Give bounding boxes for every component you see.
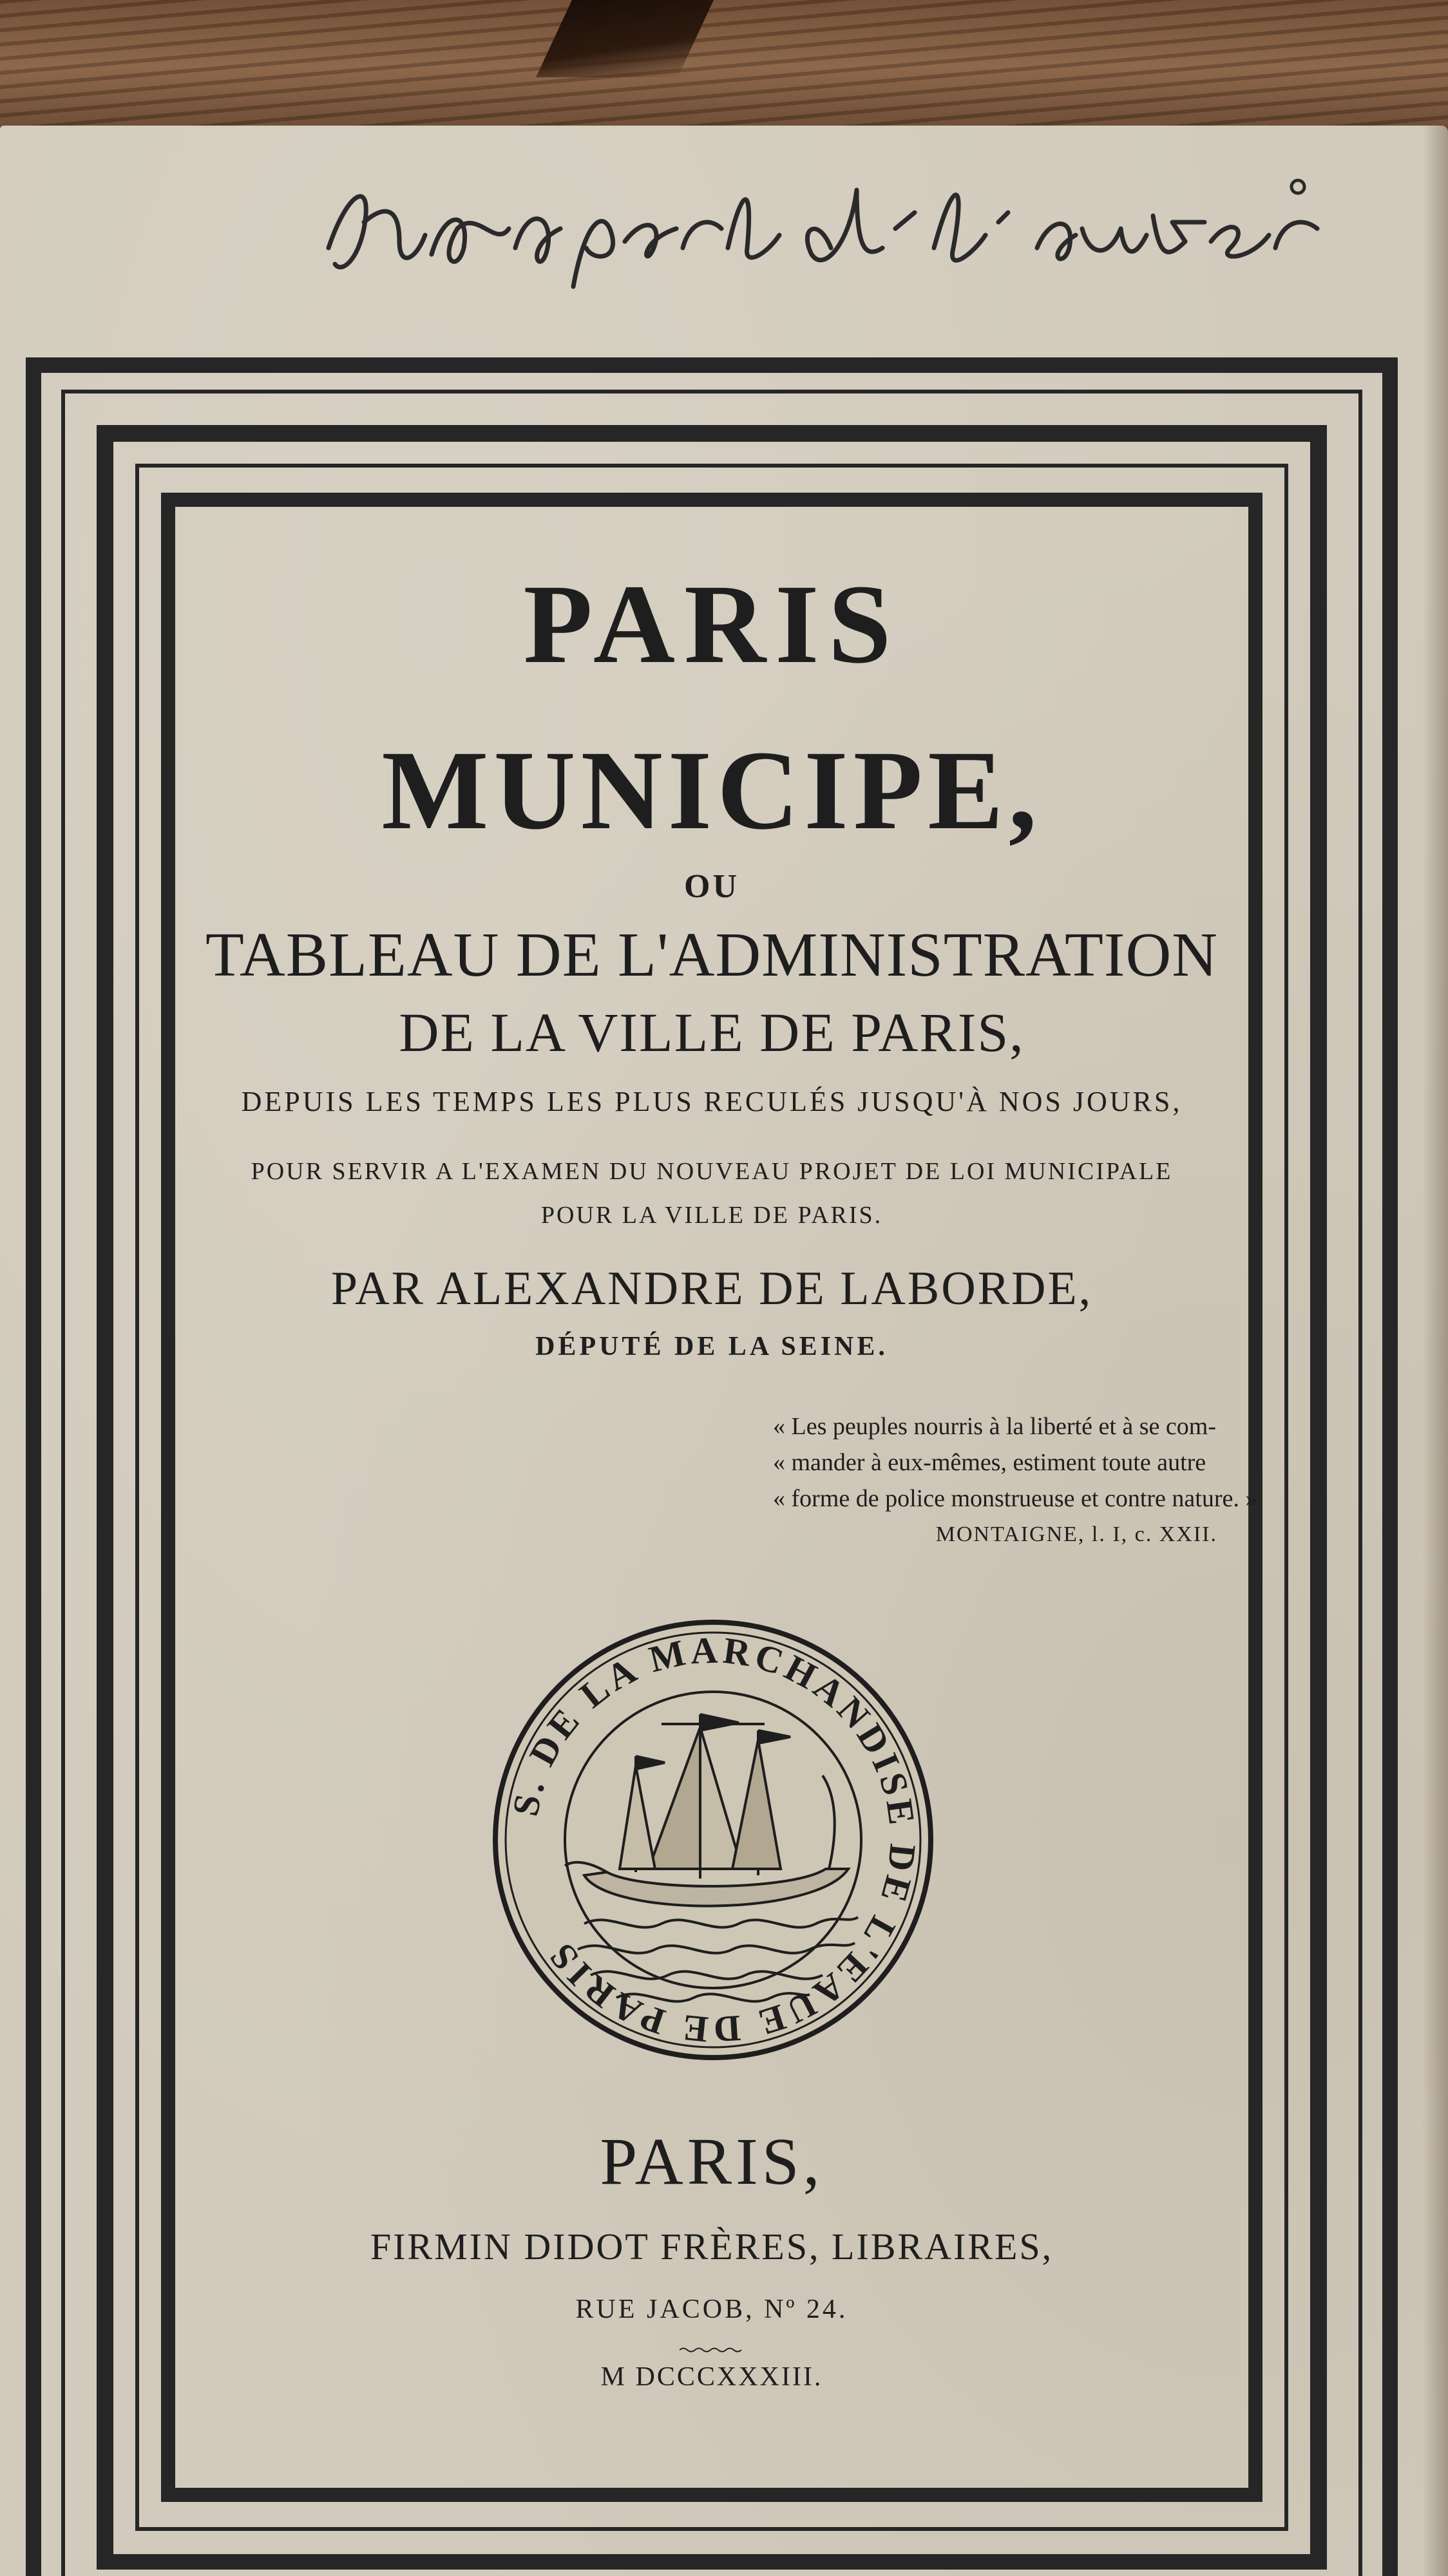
subtitle-line-3: DEPUIS LES TEMPS LES PLUS RECULÉS JUSQU'À NOS JOURS, <box>241 1086 1183 1117</box>
page-edge-shadow <box>1422 126 1448 2576</box>
epigraph <box>773 1408 1258 1553</box>
seal-inscription: S. DE LA MARCHANDISE DE L'EAUE DE PARIS <box>504 1629 924 2051</box>
title-line-2: MUNICIPE, <box>381 728 1042 853</box>
imprint-date: M DCCCXXXIII. <box>600 2362 823 2392</box>
epigraph-line: « Les peuples nourris à la liberté et à se com- <box>773 1413 1216 1440</box>
purpose-line-2: POUR LA VILLE DE PARIS. <box>540 1202 883 1229</box>
title-line-1: PARIS <box>523 562 900 687</box>
imprint-publisher: FIRMIN DIDOT FRÈRES, LIBRAIRES, <box>370 2226 1054 2268</box>
purpose-line-1: POUR SERVIR A L'EXAMEN DU NOUVEAU PROJET DE LOI MUNICIPALE <box>251 1158 1173 1185</box>
ornament-rule-icon <box>680 2347 744 2353</box>
title-conjunction: OU <box>684 868 739 905</box>
imprint-address: RUE JACOB, Nº 24. <box>575 2295 848 2324</box>
epigraph-line: « forme de police monstrueuse et contre nature. » <box>773 1485 1258 1512</box>
epigraph-citation: MONTAIGNE, l. I, c. XXII. <box>935 1522 1217 1546</box>
inscription-text: Hommage de l'auteur <box>303 151 309 152</box>
subtitle-line-1: TABLEAU DE L'ADMINISTRATION <box>205 920 1218 990</box>
handwriting-icon <box>303 151 1333 312</box>
title-page-content <box>175 507 1258 2488</box>
epigraph-line: « mander à eux-mêmes, estiment toute autre <box>773 1449 1206 1476</box>
imprint-city: PARIS, <box>600 2125 824 2199</box>
ship-seal-icon <box>488 1615 938 2065</box>
subtitle-line-2: DE LA VILLE DE PARIS, <box>399 1001 1025 1063</box>
author-byline: PAR ALEXANDRE DE LABORDE, <box>330 1262 1093 1315</box>
author-role: DÉPUTÉ DE LA SEINE. <box>535 1332 888 1361</box>
handwritten-inscription <box>303 151 1333 312</box>
